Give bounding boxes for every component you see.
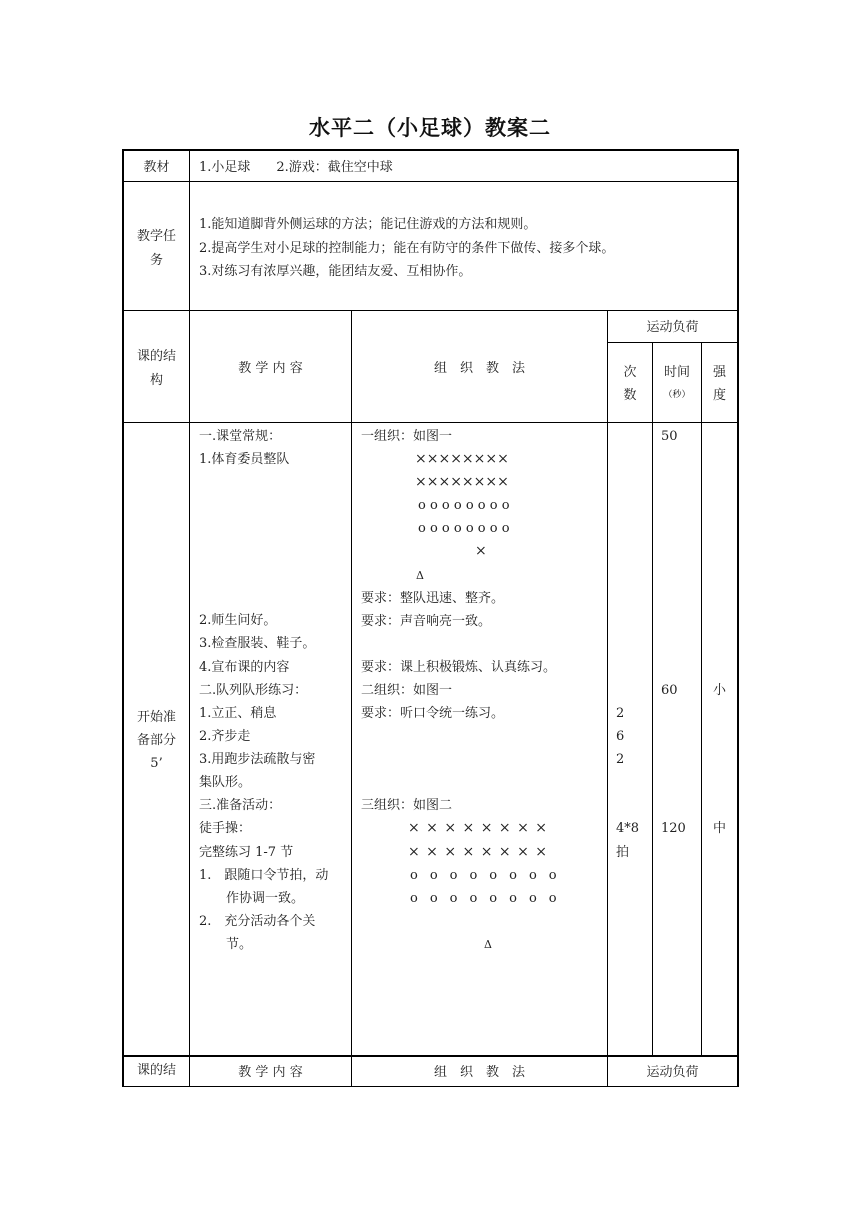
content-line: 1.体育委员整队 xyxy=(199,452,290,467)
content-line: 3.检查服装、鞋子。 xyxy=(199,636,316,651)
next-header-content: 教 学 内 容 xyxy=(238,1065,303,1080)
content-line: 4.宣布课的内容 xyxy=(199,660,290,675)
content-line: 二.队列队形练习： xyxy=(199,683,308,698)
content-line: 三.准备活动： xyxy=(199,798,282,813)
method-line: 三组织：如图二 xyxy=(361,798,453,813)
intensity-value: 中 xyxy=(712,821,726,836)
row-divider xyxy=(122,181,739,182)
times-value: 拍 xyxy=(616,845,630,860)
teacher-marker: Δ xyxy=(484,938,492,951)
formation-row: ×××××××× xyxy=(415,451,509,467)
method-line: 要求：听口令统一练习。 xyxy=(361,706,505,721)
section-name: 备部分 xyxy=(136,733,176,748)
content-line: 徒手操： xyxy=(199,821,252,836)
col-divider xyxy=(189,149,190,1087)
formation-row: o o o o o o o o xyxy=(418,521,510,536)
content-line: 2.师生问好。 xyxy=(199,613,277,628)
header-intensity: 度 xyxy=(712,388,726,403)
times-value: 4*8 xyxy=(616,821,640,836)
method-line: 二组织：如图一 xyxy=(361,683,453,698)
intensity-value: 小 xyxy=(712,683,726,698)
next-header-method: 组 织 教 法 xyxy=(433,1065,525,1080)
content-line: 作协调一致。 xyxy=(226,891,305,906)
content-line: 集队形。 xyxy=(199,775,252,790)
method-line: 一组织：如图一 xyxy=(361,429,453,444)
next-header-structure: 课的结 xyxy=(136,1063,176,1078)
header-structure: 构 xyxy=(149,373,163,388)
tasks-label: 务 xyxy=(149,253,163,268)
content-line: 节。 xyxy=(226,937,253,952)
task-item: 3.对练习有浓厚兴趣，能团结友爱、互相协作。 xyxy=(199,264,472,279)
section-duration: 5’ xyxy=(150,756,163,771)
section-name: 开始准 xyxy=(136,710,176,725)
formation-row: ×××××××× xyxy=(415,474,509,490)
row-divider xyxy=(122,310,739,311)
material-label: 教材 xyxy=(143,160,170,175)
header-content: 教 学 内 容 xyxy=(238,361,303,376)
header-intensity: 强 xyxy=(712,365,726,380)
method-line: 要求：声音响亮一致。 xyxy=(361,614,492,629)
col-divider xyxy=(607,310,608,1087)
header-load: 运动负荷 xyxy=(646,320,699,335)
header-times: 次 xyxy=(623,365,637,380)
content-line: 3.用跑步法疏散与密 xyxy=(199,752,316,767)
col-divider xyxy=(652,342,653,1056)
header-time-unit: （秒） xyxy=(663,390,691,400)
load-divider xyxy=(607,342,739,343)
formation-row: o o o o o o o o xyxy=(418,498,510,513)
teacher-marker: Δ xyxy=(416,569,424,582)
task-item: 1.能知道脚背外侧运球的方法；能记住游戏的方法和规则。 xyxy=(199,217,537,232)
row-divider xyxy=(122,1055,739,1057)
times-value: 2 xyxy=(616,706,625,721)
content-line: 1.立正、稍息 xyxy=(199,706,277,721)
col-divider xyxy=(351,310,352,1087)
header-time: 时间 xyxy=(663,365,690,380)
header-times: 数 xyxy=(623,388,637,403)
duration-value: 60 xyxy=(661,683,678,698)
formation-marker: × xyxy=(475,543,487,559)
method-line: 要求：整队迅速、整齐。 xyxy=(361,591,505,606)
page-title: 水平二（小足球）教案二 xyxy=(309,116,551,140)
content-line: 2. 充分活动各个关 xyxy=(199,914,316,929)
method-line: 要求：课上积极锻炼、认真练习。 xyxy=(361,660,557,675)
row-divider xyxy=(122,422,739,423)
duration-value: 50 xyxy=(661,429,678,444)
tasks-label: 教学任 xyxy=(136,229,176,244)
next-header-structure-clip xyxy=(124,1057,189,1086)
table-border-top xyxy=(122,149,739,151)
formation-row: o o o o o o o o xyxy=(410,891,557,906)
content-line: 2.齐步走 xyxy=(199,729,251,744)
header-method: 组 织 教 法 xyxy=(433,361,525,376)
times-value: 2 xyxy=(616,752,625,767)
content-line: 一.课堂常规： xyxy=(199,429,282,444)
material-value: 1.小足球 2.游戏：截住空中球 xyxy=(199,160,393,175)
duration-value: 120 xyxy=(661,821,686,836)
formation-row: o o o o o o o o xyxy=(410,868,557,883)
formation-row: × × × × × × × × xyxy=(408,820,547,836)
content-line: 1. 跟随口令节拍，动 xyxy=(199,868,329,883)
row-divider xyxy=(122,1086,739,1087)
next-header-load: 运动负荷 xyxy=(646,1065,699,1080)
task-item: 2.提高学生对小足球的控制能力；能在有防守的条件下做传、接多个球。 xyxy=(199,241,615,256)
table-border-left xyxy=(122,149,124,1087)
times-value: 6 xyxy=(616,729,625,744)
header-structure: 课的结 xyxy=(136,349,176,364)
formation-row: × × × × × × × × xyxy=(408,844,547,860)
table-border-right xyxy=(737,149,739,1087)
content-line: 完整练习 1-7 节 xyxy=(199,845,294,860)
